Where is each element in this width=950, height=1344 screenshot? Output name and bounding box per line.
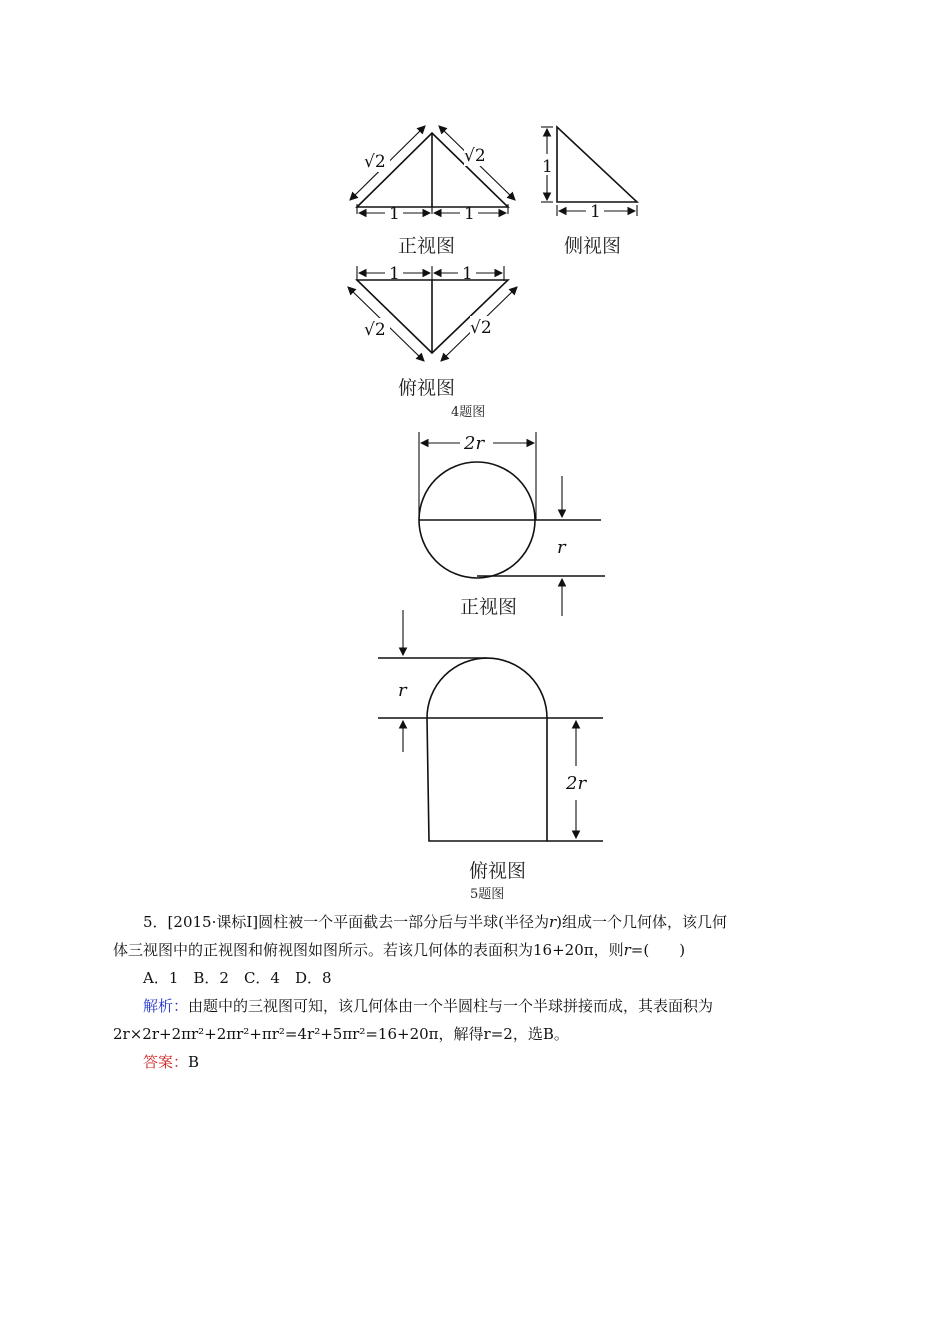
fig4-top-dim-sqrt2b: √2 <box>470 318 492 338</box>
fig4-front-dim-sqrt2a: √2 <box>364 152 386 172</box>
problem-text <box>113 908 843 1076</box>
problem-options: A．1 B．2 C．4 D．8 <box>143 969 332 987</box>
fig4-top-dim-1a: 1 <box>389 264 400 284</box>
fig5-caption: 5题图 <box>470 887 505 900</box>
solution-label: 解析： <box>143 997 189 1015</box>
fig4-side-dim-height: 1 <box>542 157 553 177</box>
problem-line-1: 5．[2015·课标Ⅰ]圆柱被一个平面截去一部分后与半球(半径为r)组成一个几何体，该几何 <box>143 913 728 931</box>
solution-line-1: 解析：由题中的三视图可知，该几何体由一个半圆柱与一个半球拼接而成，其表面积为 <box>143 997 714 1015</box>
answer-label: 答案： <box>143 1053 189 1071</box>
fig4-front-label: 正视图 <box>398 235 456 257</box>
fig4-top-view <box>348 264 517 420</box>
fig5-front-label: 正视图 <box>460 596 518 618</box>
fig4-caption: 4题图 <box>451 405 486 420</box>
fig5-front-view <box>419 432 605 618</box>
fig4-front-view <box>350 126 515 257</box>
fig4-top-dim-sqrt2a: √2 <box>364 320 386 340</box>
answer-value: B <box>188 1053 200 1071</box>
answer-line <box>113 1048 843 1076</box>
fig5-top-label: 俯视图 <box>469 860 527 882</box>
fig4-side-dim-width: 1 <box>590 202 601 222</box>
fig5-front-dim-2r: 2r <box>464 433 485 454</box>
fig4-top-label: 俯视图 <box>398 377 456 399</box>
fig4-top-dim-1b: 1 <box>462 264 473 284</box>
fig4-front-dim-1b: 1 <box>464 204 475 224</box>
fig4-front-dim-1a: 1 <box>389 204 400 224</box>
fig4-side-view <box>541 127 637 257</box>
fig5-top-view <box>378 610 603 900</box>
fig5-top-dim-r: r <box>398 680 407 701</box>
problem-line-2: 体三视图中的正视图和俯视图如图所示。若该几何体的表面积为16+20π，则r=( ) <box>113 941 686 959</box>
fig4-front-dim-sqrt2b: √2 <box>464 146 486 166</box>
fig5-top-dim-2r: 2r <box>566 773 587 794</box>
fig5-front-dim-r: r <box>557 537 566 558</box>
fig4-side-label: 侧视图 <box>564 235 622 257</box>
solution-line-2: 2r×2r+2πr²+2πr²+πr²=4r²+5πr²=16+20π，解得r=2，选B。 <box>113 1025 569 1043</box>
